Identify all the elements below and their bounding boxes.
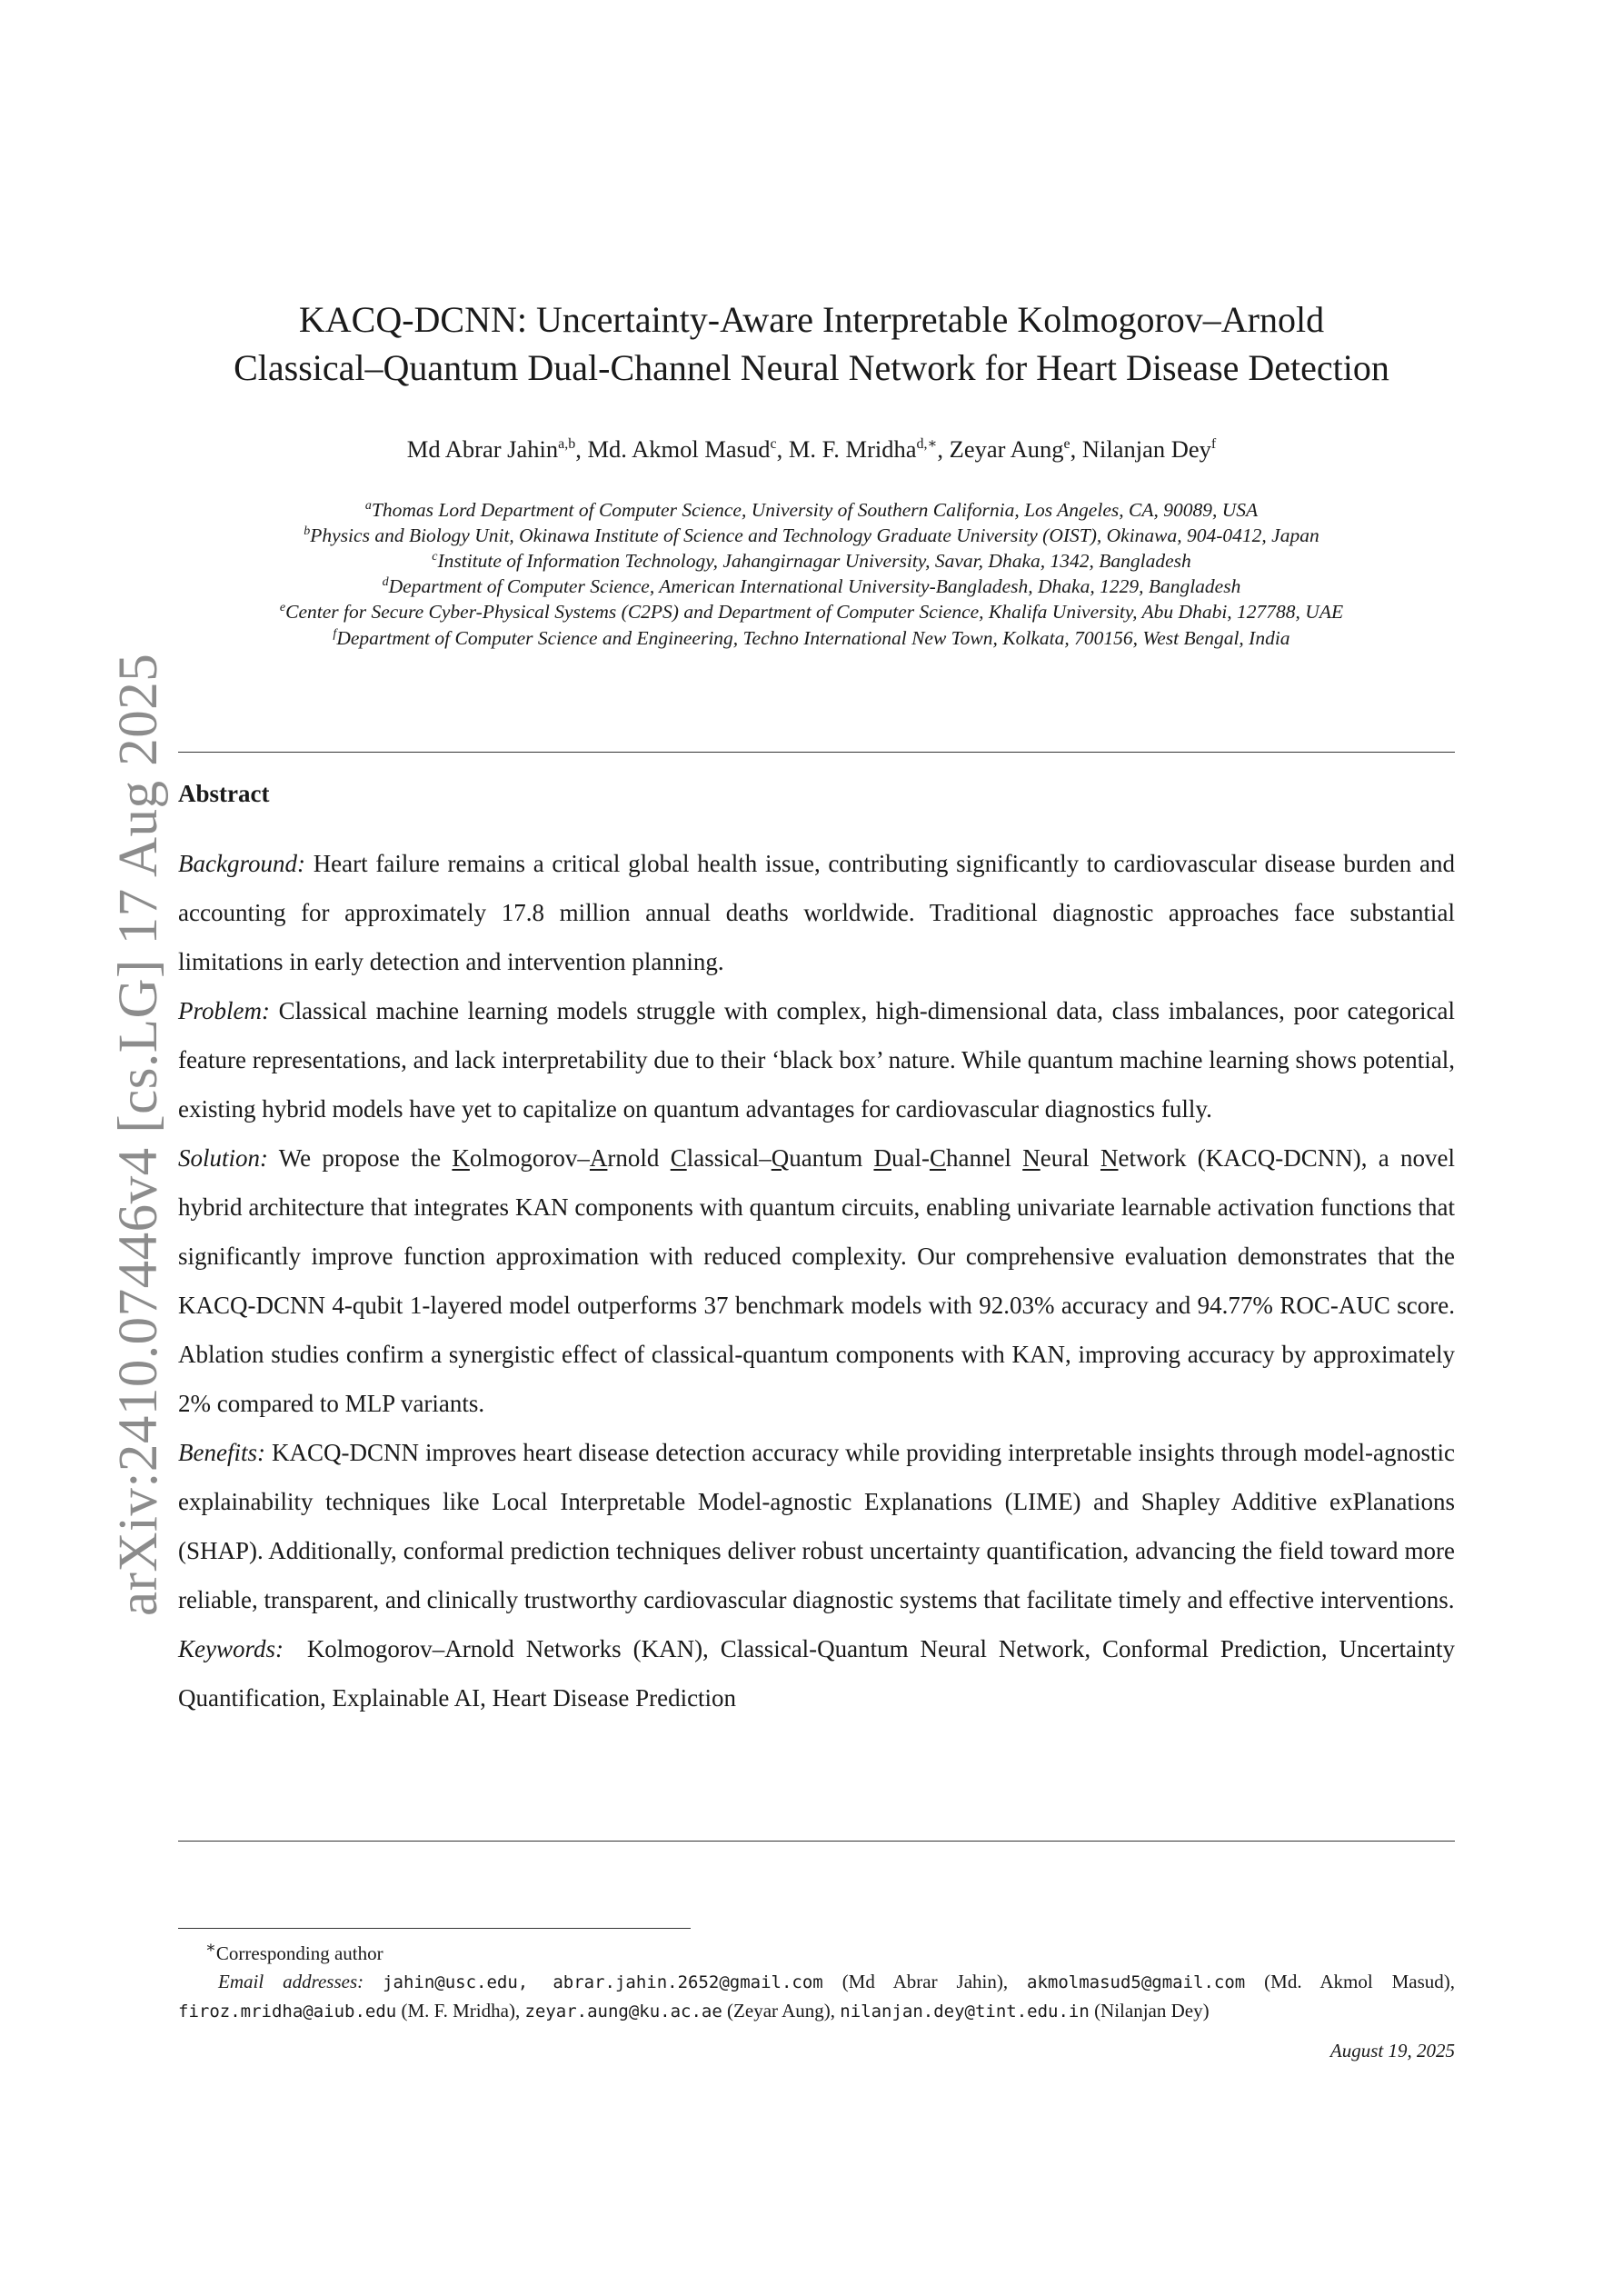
email-link[interactable]: akmolmasud5@gmail.com bbox=[1027, 1972, 1246, 1992]
problem-label: Problem: bbox=[178, 997, 270, 1024]
email-link[interactable]: jahin@usc.edu, abrar.jahin.2652@gmail.com bbox=[383, 1972, 823, 1992]
paper-title-line-2: Classical–Quantum Dual-Channel Neural Network for Heart Disease Detection bbox=[234, 347, 1389, 388]
author: M. F. Mridha$^{d,∗}$, bbox=[788, 434, 950, 463]
affiliation-b: $^b$Physics and Biology Unit, Okinawa Institute of Science and Technology Graduate University (OIST), Okinawa, 904-0412, Japan bbox=[304, 524, 1319, 547]
abstract-body bbox=[178, 839, 1455, 1722]
solution-label: Solution: bbox=[178, 1144, 268, 1172]
corresponding-author-note: ∗Corresponding author bbox=[205, 1938, 383, 1964]
model-name-acronym: Kolmogorov–Arnold Classical–Quantum Dual-Channel Neural Network bbox=[452, 1144, 1187, 1172]
paper-title-line-1: KACQ-DCNN: Uncertainty-Aware Interpretable Kolmogorov–Arnold bbox=[298, 299, 1325, 340]
author: Md. Akmol Masud$^c$, bbox=[587, 434, 789, 463]
footnotes bbox=[178, 1933, 1455, 2026]
abstract-solution: Solution: We propose the Kolmogorov–Arnold Classical–Quantum Dual-Channel Neural Network (KACQ-DCNN), a novel hybrid architecture that integrates KAN components with quantum circuits, enabling univariate learnable activation functions that significantly improve function approximation with reduced complexity. Our comprehensive evaluation demonstrates that the KACQ-DCNN 4-qubit 1-layered model outperforms 37 benchmark models with 92.03% accuracy and 94.77% ROC-AUC score. Ablation studies confirm a synergistic effect of classical-quantum components with KAN, improving accuracy by approximately 2% compared to MLP variants. bbox=[178, 1144, 1455, 1417]
email-link[interactable]: zeyar.aung@ku.ac.ae bbox=[524, 2002, 722, 2021]
abstract-benefits: Benefits: KACQ-DCNN improves heart disease detection accuracy while providing interpretable insights through model-agnostic explainability techniques like Local Interpretable Model-agnostic Explanations (LIME) and Shapley Additive exPlanations (SHAP). Additionally, conformal prediction techniques deliver robust uncertainty quantification, advancing the field toward more reliable, transparent, and clinically trustworthy cardiovascular diagnostic systems that facilitate timely and effective interventions. bbox=[178, 1439, 1456, 1613]
preprint-date: August 19, 2025 bbox=[1329, 2040, 1455, 2061]
author: Nilanjan Dey$^f$ bbox=[1081, 434, 1217, 463]
email-link[interactable]: firoz.mridha@aiub.edu bbox=[178, 2002, 397, 2021]
affiliation-c: $^c$Institute of Information Technology, Jahangirnagar University, Savar, Dhaka, 1342, Bangladesh bbox=[432, 550, 1191, 573]
email-addresses: Email addresses: jahin@usc.edu, abrar.jahin.2652@gmail.com (Md Abrar Jahin), akmolmasud5@gmail.com (Md. Akmol Masud), firoz.mridha@aiub.edu (M. F. Mridha), zeyar.aung@ku.ac.ae (Zeyar Aung), nilanjan.dey@tint.edu.in (Nilanjan Dey) bbox=[178, 1971, 1456, 2021]
abstract-heading: Abstract bbox=[178, 780, 270, 807]
benefits-label: Benefits: bbox=[178, 1439, 265, 1466]
affiliation-e: $^e$Center for Secure Cyber-Physical Systems (C2PS) and Department of Computer Science, Khalifa University, Abu Dhabi, 127788, UAE bbox=[279, 601, 1344, 624]
author: Zeyar Aung$^e$, bbox=[949, 434, 1082, 463]
abstract-bottom-rule bbox=[178, 1841, 1455, 1842]
abstract-keywords: Keywords: Kolmogorov–Arnold Networks (KAN), Classical-Quantum Neural Network, Conformal Prediction, Uncertainty Quantification, Explainable AI, Heart Disease Prediction bbox=[178, 1635, 1455, 1712]
keywords-label: Keywords: bbox=[178, 1635, 284, 1662]
footnote-rule bbox=[178, 1928, 691, 1929]
abstract-top-rule bbox=[178, 752, 1455, 753]
arxiv-identifier-stamp: arXiv:2410.07446v4 [cs.LG] 17 Aug 2025 bbox=[108, 653, 169, 1616]
abstract-background: Background: Heart failure remains a critical global health issue, contributing significantly to cardiovascular disease burden and accounting for approximately 17.8 million annual deaths worldwide. Traditional diagnostic approaches face substantial limitations in early detection and intervention planning. bbox=[178, 850, 1455, 975]
affiliation-a: $^a$Thomas Lord Department of Computer Science, University of Southern California, Los Angeles, CA, 90089, USA bbox=[364, 499, 1259, 522]
background-label: Background: bbox=[178, 850, 305, 877]
author-list bbox=[0, 434, 1623, 464]
email-link[interactable]: nilanjan.dey@tint.edu.in bbox=[840, 2002, 1090, 2021]
affiliation-d: $^d$Department of Computer Science, American International University-Bangladesh, Dhaka, 1229, Bangladesh bbox=[382, 575, 1241, 598]
abstract-problem: Problem: Classical machine learning models struggle with complex, high-dimensional data, class imbalances, poor categorical feature representations, and lack interpretability due to their ‘black box’ nature. While quantum machine learning shows potential, existing hybrid models have yet to capitalize on quantum advantages for cardiovascular diagnostics fully. bbox=[178, 997, 1455, 1123]
author: Md Abrar Jahin$^{a,b}$, bbox=[406, 434, 588, 463]
affiliation-f: $^f$Department of Computer Science and Engineering, Techno International New Town, Kolkata, 700156, West Bengal, India bbox=[333, 627, 1290, 650]
